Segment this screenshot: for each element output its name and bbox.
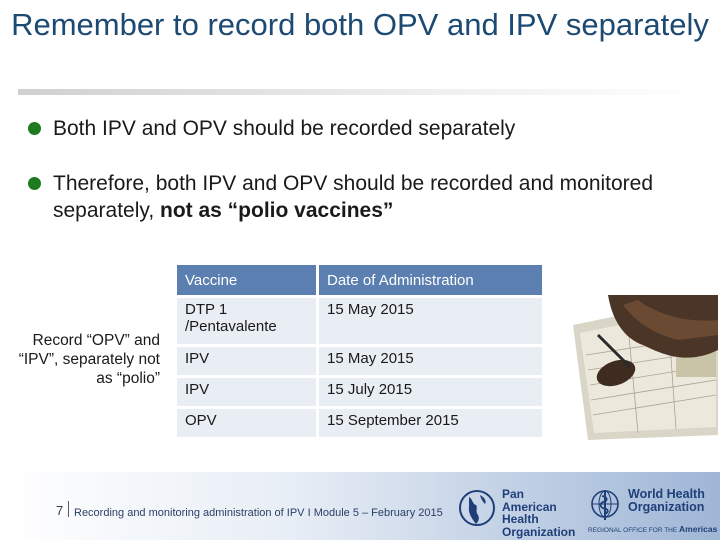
vaccination-card-photo xyxy=(568,295,718,440)
table-cell-vaccine: IPV xyxy=(177,347,316,375)
who-logo xyxy=(588,488,718,536)
footer-text-separator: I xyxy=(307,507,311,519)
bullet-text xyxy=(28,170,698,224)
table-cell-date: 15 September 2015 xyxy=(319,409,542,437)
who-region: Americas xyxy=(679,524,718,534)
who-emblem-icon xyxy=(588,488,622,522)
table-row xyxy=(177,298,542,344)
table-row xyxy=(177,347,542,375)
who-region-small: REGIONAL OFFICE FOR THE xyxy=(588,527,678,534)
table-cell-date: 15 May 2015 xyxy=(319,347,542,375)
bullet-text-regular: Therefore, both IPV and OPV should be recorded and monitored separately, xyxy=(53,172,654,222)
paho-globe-icon xyxy=(458,489,496,527)
who-text-line: Organization xyxy=(628,500,705,514)
paho-text-line: Pan American xyxy=(502,487,557,514)
bullet-dot-icon xyxy=(28,122,41,135)
who-text-line: World Health xyxy=(628,487,705,501)
page-number: 7 xyxy=(56,503,64,518)
bullet-text-bold: not as “polio vaccines” xyxy=(160,199,394,222)
bullet-text: Both IPV and OPV should be recorded separately xyxy=(53,117,516,140)
paho-text-line: Health xyxy=(502,512,539,526)
title-divider xyxy=(18,89,710,95)
paho-logo xyxy=(458,487,576,539)
vaccine-table xyxy=(174,262,545,440)
table-cell-date: 15 May 2015 xyxy=(319,298,542,344)
table-cell-vaccine: DTP 1 /Pentavalente xyxy=(177,298,316,344)
table-row xyxy=(177,378,542,406)
bullet-dot-icon xyxy=(28,177,41,190)
table-row xyxy=(177,409,542,437)
slide-title: Remember to record both OPV and IPV separately xyxy=(11,7,709,42)
footer-title: Recording and monitoring administration of IPV xyxy=(74,507,305,519)
table-cell-vaccine: IPV xyxy=(177,378,316,406)
footer-module: Module 5 – February 2015 xyxy=(313,507,443,519)
side-note: Record “OPV” and “IPV”, separately not as “polio” xyxy=(18,332,160,387)
footer-separator xyxy=(68,501,69,517)
table-cell-vaccine: OPV xyxy=(177,409,316,437)
table-header-row xyxy=(177,265,542,295)
table-cell-date: 15 July 2015 xyxy=(319,378,542,406)
paho-text-line: Organization xyxy=(502,524,576,539)
footer-text xyxy=(74,506,464,520)
bullet-item-2 xyxy=(28,170,698,224)
bullet-item-1 xyxy=(28,115,698,142)
table-header-date: Date of Administration xyxy=(319,265,542,295)
table-header-vaccine: Vaccine xyxy=(177,265,316,295)
